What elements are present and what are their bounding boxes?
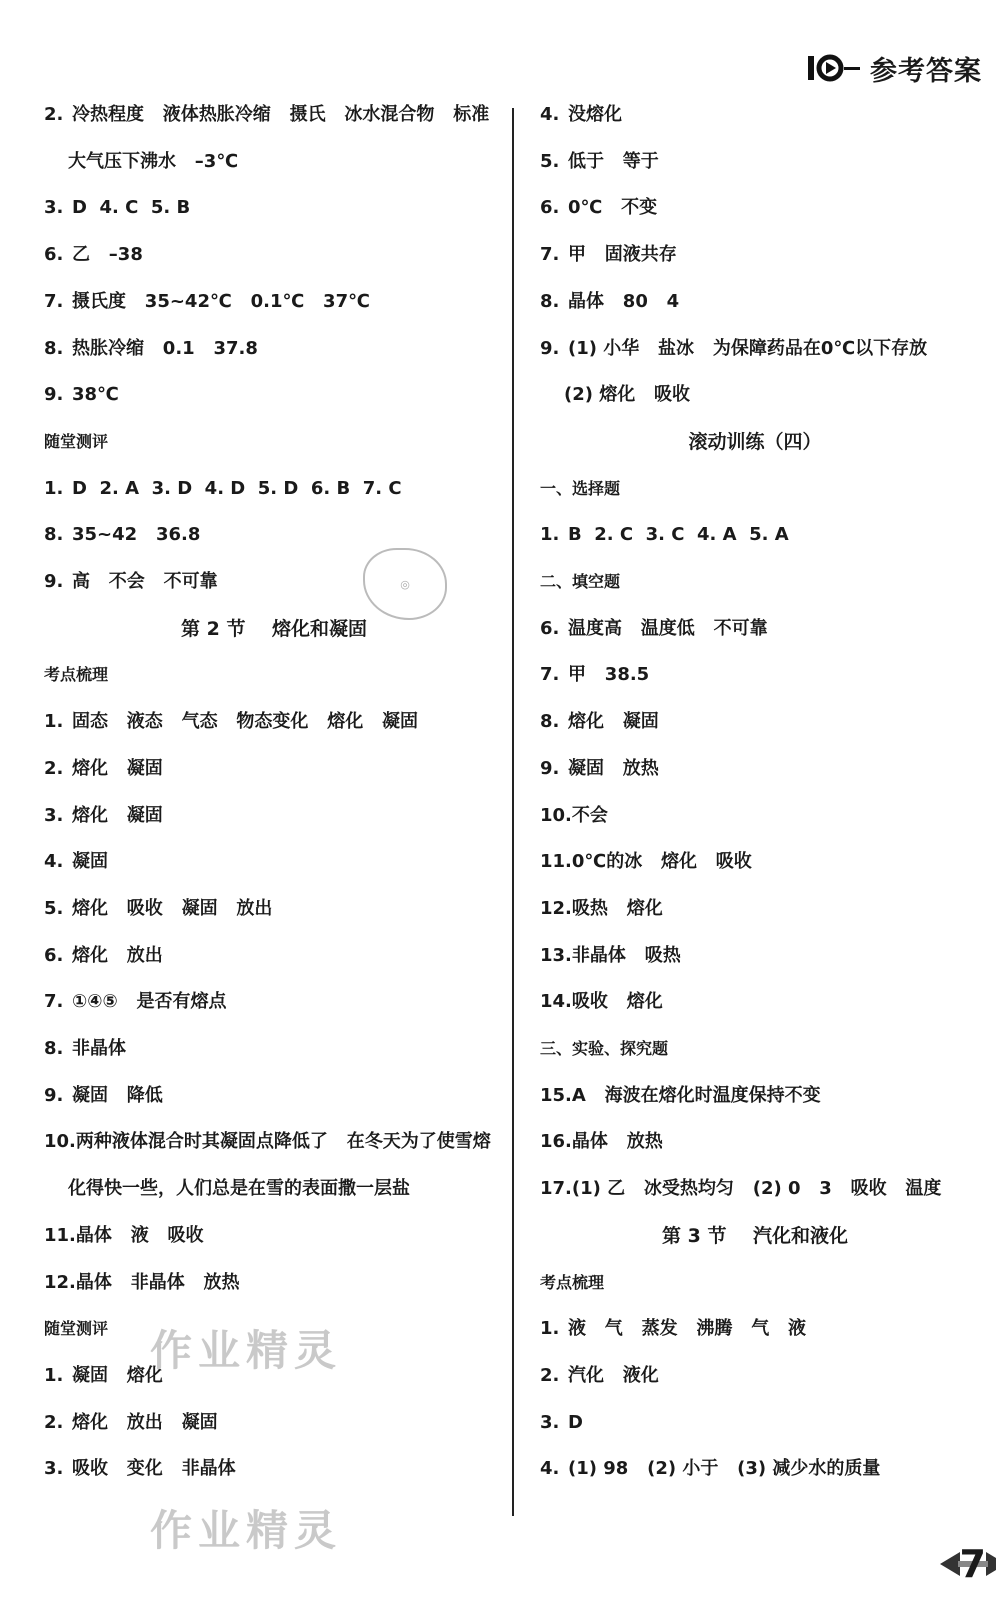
answer-line	[540, 520, 789, 550]
answer-line	[44, 1034, 126, 1064]
item-number: 9.	[44, 384, 64, 406]
answer-text: 二、填空题	[540, 572, 621, 591]
item-number: 8.	[44, 337, 64, 359]
answer-line	[44, 1127, 491, 1157]
item-number: 2.	[44, 1411, 64, 1433]
subsection-label	[44, 427, 108, 457]
answer-text: 没熔化	[568, 104, 622, 125]
answer-line	[540, 1081, 821, 1111]
answer-text: 第 3 节 汽化和液化	[662, 1224, 848, 1247]
item-number: 1.	[540, 1318, 560, 1340]
item-number: 12.	[44, 1271, 76, 1293]
answer-text: 晶体 非晶体 放热	[75, 1271, 240, 1293]
item-number: 3.	[540, 1411, 560, 1433]
answer-line	[44, 754, 163, 784]
answer-text: 高 不会 不可靠	[72, 571, 218, 592]
answer-text: 考点梳理	[540, 1272, 605, 1292]
answer-line	[540, 1174, 941, 1204]
item-number: 6.	[540, 617, 560, 639]
item-number: 11.	[540, 851, 572, 873]
answer-text: 滚动训练（四）	[688, 430, 822, 453]
answer-text: 晶体 放热	[571, 1131, 663, 1153]
answer-text: 固态 液态 气态 物态变化 熔化 凝固	[72, 711, 418, 733]
item-number: 1.	[44, 711, 64, 733]
subsection-label	[540, 1034, 668, 1064]
subsection-label	[540, 1268, 604, 1298]
answer-text: 冷热程度 液体热胀冷缩 摄氏 冰水混合物 标准	[72, 104, 490, 125]
answer-text: 不会	[571, 804, 608, 826]
answer-text: 熔化 吸收 凝固 放出	[72, 897, 273, 919]
answer-text: 晶体 80 4	[568, 290, 680, 312]
answer-text: (1) 98 (2) 小于 (3) 减少水的质量	[568, 1458, 881, 1480]
answer-line	[44, 1408, 218, 1438]
item-number: 2.	[44, 757, 64, 779]
item-number: 10.	[44, 1131, 76, 1153]
page-header	[806, 46, 982, 90]
brand-logo-icon	[806, 52, 862, 84]
answer-text: 考点梳理	[44, 665, 109, 685]
item-number: 9.	[44, 571, 64, 592]
item-number: 7.	[540, 244, 560, 266]
item-number: 5.	[540, 150, 560, 172]
answer-text: 0℃ 不变	[568, 197, 658, 219]
answer-line	[540, 1408, 583, 1438]
answer-text: 一、选择题	[540, 478, 621, 498]
answer-text: 吸热 熔化	[571, 897, 663, 919]
item-number: 1.	[44, 1364, 64, 1386]
item-number: 8.	[44, 1038, 64, 1059]
answer-text: 甲 38.5	[568, 664, 650, 686]
item-number: 1.	[44, 477, 64, 499]
answer-text: 液 气 蒸发 沸腾 气 液	[568, 1318, 806, 1340]
answer-line	[540, 660, 649, 690]
column-divider	[512, 108, 514, 1516]
item-number: 7.	[540, 664, 560, 686]
answer-text: 吸收 熔化	[571, 991, 663, 1013]
item-number: 8.	[540, 711, 560, 733]
item-number: 8.	[540, 290, 560, 312]
subsection-label	[44, 660, 108, 690]
answer-text: 凝固 放热	[568, 757, 659, 779]
answer-text: 非晶体	[72, 1038, 126, 1059]
subsection-label	[540, 567, 620, 597]
answer-line	[540, 1314, 806, 1344]
answer-line	[44, 474, 402, 504]
answer-text: 热胀冷缩 0.1 37.8	[72, 337, 258, 359]
answer-line	[564, 380, 690, 410]
answer-text: 三、实验、探究题	[540, 1039, 669, 1058]
answer-line	[540, 193, 657, 223]
answer-text: 随堂测评	[44, 431, 109, 451]
item-number: 4.	[540, 104, 560, 125]
answer-line	[44, 100, 489, 130]
answer-line	[44, 1361, 163, 1391]
answer-text: 熔化 凝固	[568, 711, 659, 733]
answer-line	[44, 520, 200, 550]
answer-line	[44, 240, 143, 270]
answer-line	[44, 1454, 236, 1484]
answer-text: (2) 熔化 吸收	[564, 384, 691, 406]
answer-text: B 2. C 3. C 4. A 5. A	[568, 524, 789, 546]
answer-line	[540, 941, 681, 971]
answer-text: 化得快一些，人们总是在雪的表面撒一层盐	[68, 1178, 410, 1200]
answer-line	[540, 334, 927, 364]
answer-line	[540, 614, 768, 644]
section-heading	[540, 427, 970, 457]
answer-text: D 4. C 5. B	[72, 197, 191, 219]
item-number: 9.	[540, 757, 560, 779]
answer-line	[44, 287, 370, 317]
answer-line	[540, 100, 622, 130]
answer-text: 熔化 凝固	[72, 804, 163, 826]
answer-line	[540, 847, 752, 877]
answer-line	[68, 147, 238, 177]
answer-line	[44, 1221, 204, 1251]
answer-line	[540, 987, 663, 1017]
answer-text: 乙 –38	[72, 244, 143, 266]
answer-line	[44, 1268, 240, 1298]
answer-line	[44, 334, 258, 364]
answer-line	[540, 707, 659, 737]
answer-line	[44, 567, 218, 597]
answer-line	[44, 380, 119, 410]
item-number: 13.	[540, 944, 572, 966]
answer-text: 凝固 降低	[72, 1084, 163, 1106]
item-number: 17.	[540, 1178, 572, 1200]
answer-text: D	[568, 1411, 583, 1433]
item-number: 11.	[44, 1224, 76, 1246]
page-footer	[938, 1542, 986, 1586]
item-number: 16.	[540, 1131, 572, 1153]
answer-line	[540, 754, 659, 784]
item-number: 7.	[44, 991, 64, 1013]
answer-text: 吸收 变化 非晶体	[72, 1458, 236, 1480]
answer-text: 晶体 液 吸收	[75, 1224, 204, 1246]
answer-text: (1) 小华 盐冰 为保障药品在0℃以下存放	[568, 337, 928, 359]
answer-text: 低于 等于	[568, 150, 659, 172]
item-number: 15.	[540, 1084, 572, 1106]
page-number: 7	[959, 1542, 986, 1586]
answer-line	[540, 287, 679, 317]
answer-text: 熔化 放出	[72, 944, 163, 966]
watermark-text: 作业精灵	[150, 1326, 343, 1375]
item-number: 4.	[540, 1458, 560, 1480]
answer-text: 两种液体混合时其凝固点降低了 在冬天为了使雪熔	[75, 1131, 491, 1153]
item-number: 14.	[540, 991, 572, 1013]
answer-text: 熔化 放出 凝固	[72, 1411, 218, 1433]
item-number: 9.	[44, 1084, 64, 1106]
answer-line	[540, 240, 677, 270]
header-title: 参考答案	[870, 55, 982, 87]
answer-text: 温度高 温度低 不可靠	[568, 617, 768, 639]
answer-text: 38℃	[72, 384, 119, 406]
answer-text: ①④⑤ 是否有熔点	[72, 991, 227, 1013]
item-number: 7.	[44, 290, 64, 312]
item-number: 6.	[540, 197, 560, 219]
item-number: 3.	[44, 804, 64, 826]
item-number: 3.	[44, 1458, 64, 1480]
answer-line	[44, 193, 190, 223]
answer-line	[44, 1081, 163, 1111]
answer-line	[540, 147, 659, 177]
answer-line	[44, 847, 108, 877]
answer-text: 凝固 熔化	[72, 1364, 163, 1386]
item-number: 9.	[540, 337, 560, 359]
item-number: 4.	[44, 851, 64, 873]
watermark-text: 作业精灵	[150, 1506, 343, 1555]
item-number: 3.	[44, 197, 64, 219]
answer-text: 非晶体 吸热	[571, 944, 681, 966]
answer-text: A 海波在熔化时温度保持不变	[571, 1084, 821, 1106]
section-heading	[540, 1221, 970, 1251]
item-number: 8.	[44, 524, 64, 546]
item-number: 5.	[44, 897, 64, 919]
answer-line	[68, 1174, 410, 1204]
subsection-label	[44, 1314, 108, 1344]
item-number: 6.	[44, 244, 64, 266]
answer-text: 0℃的冰 熔化 吸收	[571, 851, 752, 873]
answer-line	[540, 1127, 663, 1157]
answer-text: D 2. A 3. D 4. D 5. D 6. B 7. C	[72, 477, 402, 499]
answer-line	[44, 707, 418, 737]
answer-text: 摄氏度 35~42℃ 0.1℃ 37℃	[72, 290, 370, 312]
answer-text: (1) 乙 冰受热均匀 (2) 0 3 吸收 温度	[571, 1178, 942, 1200]
answer-text: 甲 固液共存	[568, 244, 677, 266]
answer-line	[44, 987, 227, 1017]
answer-text: 凝固	[72, 851, 108, 873]
answer-text: 汽化 液化	[568, 1364, 659, 1386]
answer-line	[540, 801, 608, 831]
answer-text: 熔化 凝固	[72, 757, 163, 779]
item-number: 2.	[44, 104, 64, 125]
answer-text: 35~42 36.8	[72, 524, 201, 546]
answer-text: 随堂测评	[44, 1319, 109, 1339]
item-number: 6.	[44, 944, 64, 966]
section-heading	[44, 614, 504, 644]
answer-line	[44, 894, 272, 924]
answer-line	[540, 894, 663, 924]
answer-line	[44, 941, 163, 971]
item-number: 12.	[540, 897, 572, 919]
item-number: 2.	[540, 1364, 560, 1386]
answer-text: 大气压下沸水 –3℃	[68, 150, 239, 172]
answer-line	[540, 1454, 880, 1484]
item-number: 10.	[540, 804, 572, 826]
item-number: 1.	[540, 524, 560, 546]
answer-line	[540, 1361, 659, 1391]
subsection-label	[540, 474, 620, 504]
answer-line	[44, 801, 163, 831]
answer-text: 第 2 节 熔化和凝固	[181, 617, 367, 640]
stamp-mark: ◎	[363, 548, 447, 620]
